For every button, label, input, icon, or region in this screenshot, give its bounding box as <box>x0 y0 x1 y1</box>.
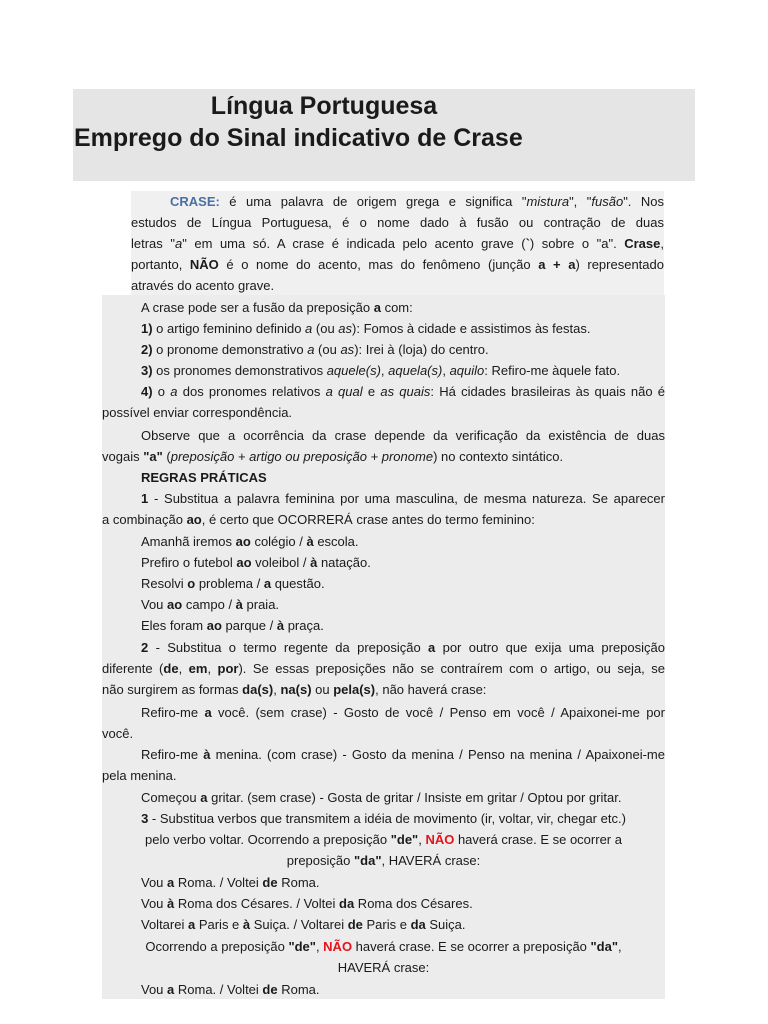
example-line <box>102 914 665 935</box>
example-line <box>102 872 665 893</box>
text: , <box>618 939 622 954</box>
text: a <box>307 342 315 357</box>
intro-line-5: através do acento grave. <box>131 278 275 293</box>
text: campo / <box>182 597 236 612</box>
text: 2) <box>141 342 153 357</box>
list-item <box>102 318 665 339</box>
rules-body <box>102 295 665 999</box>
text: Resolvi <box>141 576 188 591</box>
text: escola. <box>313 534 359 549</box>
text: da <box>410 917 426 932</box>
text: ): Irei à (loja) do centro. <box>354 342 489 357</box>
text: A crase pode ser a fusão da preposição <box>141 300 374 315</box>
text-line <box>102 829 665 850</box>
text: ` <box>525 236 530 251</box>
text: , <box>273 682 281 697</box>
text: Suiça. / Voltarei <box>250 917 348 932</box>
text: natação. <box>317 555 371 570</box>
text: diferente ( <box>102 661 164 676</box>
text: mistura <box>526 194 570 209</box>
text: a <box>538 257 546 272</box>
text: praça. <box>284 618 324 633</box>
list-item <box>102 360 665 381</box>
text: ou <box>311 682 334 697</box>
text: + <box>545 257 569 272</box>
text: à <box>310 555 318 570</box>
text: ) no contexto sintático. <box>433 449 564 464</box>
text: as <box>338 321 353 336</box>
text: à <box>242 917 251 932</box>
text: , HAVERÁ crase: <box>381 853 481 868</box>
text: as <box>340 342 355 357</box>
text: o artigo feminino definido <box>152 321 306 336</box>
text: (ou <box>314 342 341 357</box>
text: na(s) <box>280 682 312 697</box>
text: dos pronomes relativos <box>177 384 326 399</box>
text: Refiro-me <box>141 747 204 762</box>
text: ". Nos <box>623 194 664 209</box>
text: à <box>235 597 243 612</box>
text: a <box>167 982 175 997</box>
text: : Há cidades brasileiras às quais não é <box>430 384 666 399</box>
text: , <box>442 363 450 378</box>
text: da <box>339 896 355 911</box>
text: ). Se essas preposições não se contraírem com o artigo, ou seja, se <box>238 661 665 676</box>
text: Roma. <box>277 875 320 890</box>
example-line <box>102 893 665 914</box>
text: "de" <box>288 939 316 954</box>
text: NÃO <box>425 832 455 847</box>
text: problema / <box>195 576 264 591</box>
text: à <box>306 534 314 549</box>
text: à <box>276 618 285 633</box>
text: Voltarei <box>141 917 188 932</box>
text: e <box>362 384 381 399</box>
text: preposição + artigo ou preposição + pronome <box>170 449 434 464</box>
text: vogais <box>102 449 144 464</box>
text: Vou <box>141 597 168 612</box>
text: gritar. (sem crase) - Gosta de gritar / Insiste em gritar / Optou por gritar. <box>207 790 622 805</box>
text-line <box>102 509 665 530</box>
example-line <box>102 615 665 636</box>
text: "da" <box>353 853 382 868</box>
text: o <box>187 576 196 591</box>
text: Roma. <box>277 982 320 997</box>
text: haverá crase. E se ocorrer a <box>454 832 622 847</box>
text: praia. <box>242 597 280 612</box>
text: , <box>418 832 426 847</box>
text: Vou <box>141 982 168 997</box>
text: 1) <box>141 321 153 336</box>
text: o pronome demonstrativo <box>152 342 308 357</box>
text: - Substitua a palavra feminina por uma masculina, de mesma natureza. Se aparecer <box>148 491 665 506</box>
text: de <box>262 982 278 997</box>
text: de <box>347 917 363 932</box>
text: a <box>305 321 313 336</box>
title-block <box>73 89 695 181</box>
text: a <box>204 705 212 720</box>
text-line <box>102 297 665 318</box>
text: - Substitua o termo regente da preposição <box>148 640 429 655</box>
text-line <box>102 446 665 467</box>
text: de <box>163 661 179 676</box>
text: , <box>207 661 218 676</box>
text: ao <box>167 597 183 612</box>
text: : Refiro-me àquele fato. <box>484 363 621 378</box>
text: 3) <box>141 363 153 378</box>
text: 4) <box>141 384 153 399</box>
text: (ou <box>312 321 339 336</box>
text-line: você. <box>102 726 134 741</box>
text: é uma palavra de origem grega e significa " <box>219 194 527 209</box>
section-heading: REGRAS PRÁTICAS <box>141 470 267 485</box>
text: "da" <box>590 939 619 954</box>
text: , não haverá crase: <box>375 682 487 697</box>
text: "de" <box>390 832 419 847</box>
text: ( <box>162 449 171 464</box>
text: Roma dos Césares. <box>354 896 473 911</box>
intro-line-3 <box>131 233 664 254</box>
text: colégio / <box>250 534 307 549</box>
text: por outro que exija uma preposição <box>435 640 665 655</box>
text-line <box>102 936 665 957</box>
text: parque / <box>221 618 277 633</box>
example-line <box>102 552 665 573</box>
text: aquele(s) <box>326 363 381 378</box>
text: Amanhã iremos <box>141 534 236 549</box>
text: em <box>188 661 208 676</box>
text: é o nome do acento, mas do fenômeno (junção <box>218 257 539 272</box>
text: com: <box>380 300 413 315</box>
text-line <box>102 850 665 871</box>
text-line <box>102 637 665 658</box>
intro-line-2: estudos de Língua Portuguesa, é o nome dado à fusão ou contração de duas <box>131 215 664 230</box>
text: Eles foram <box>141 618 207 633</box>
text-line <box>102 658 665 679</box>
text: aquilo <box>449 363 485 378</box>
text: a combinação <box>102 512 187 527</box>
text: à <box>167 896 175 911</box>
text: a <box>200 790 208 805</box>
text: menina. (com crase) - Gosto da menina / Penso na menina / Apaixonei-me <box>210 747 665 762</box>
text: , <box>178 661 189 676</box>
text: a <box>187 917 196 932</box>
text: a <box>170 384 178 399</box>
text: aquela(s) <box>388 363 443 378</box>
text: o <box>152 384 171 399</box>
text: ): Fomos à cidade e assistimos às festas. <box>352 321 591 336</box>
text: NÃO <box>189 257 219 272</box>
text-line: HAVERÁ crase: <box>337 960 430 975</box>
text: , <box>380 363 389 378</box>
text: de <box>262 875 278 890</box>
text: 1 <box>141 491 149 506</box>
text: Roma. / Voltei <box>174 875 263 890</box>
text: da(s) <box>242 682 274 697</box>
text: letras " <box>131 236 175 251</box>
text: , é certo que OCORRERÁ crase antes do termo feminino: <box>201 512 535 527</box>
text: , <box>660 236 664 251</box>
text: "a" <box>143 449 163 464</box>
example-line <box>102 573 665 594</box>
text: ) representado <box>575 257 664 272</box>
text: Começou <box>141 790 201 805</box>
example-line <box>102 979 665 1000</box>
text: pelo verbo voltar. Ocorrendo a preposição <box>145 832 391 847</box>
text-line <box>102 679 665 700</box>
text-line: Observe que a ocorrência da crase depende da verificação da existência de duas <box>141 428 665 443</box>
text: por <box>217 661 239 676</box>
text: questão. <box>271 576 325 591</box>
text: Suiça. <box>425 917 466 932</box>
text: Crase <box>624 236 661 251</box>
text: a <box>263 576 272 591</box>
text: haverá crase. E se ocorrer a preposição <box>352 939 591 954</box>
text: ", " <box>569 194 592 209</box>
text-line: pela menina. <box>102 768 177 783</box>
text: , <box>315 939 324 954</box>
text: ao <box>236 555 252 570</box>
crase-label: CRASE: <box>170 194 220 209</box>
text: Roma. / Voltei <box>174 982 263 997</box>
text: Roma dos Césares. / Voltei <box>174 896 340 911</box>
text: - Substitua verbos que transmitem a idéia de movimento (ir, voltar, vir, chegar etc.) <box>148 811 626 826</box>
example-line <box>102 744 665 765</box>
text: ao <box>186 512 202 527</box>
text: Vou <box>141 896 168 911</box>
text: não surgirem as formas <box>102 682 243 697</box>
text: 3 <box>141 811 149 826</box>
text: portanto, <box>131 257 190 272</box>
example-line <box>102 702 665 723</box>
text-line <box>102 808 665 829</box>
text: " em uma só. A crase é indicada pelo acento grave ( <box>182 236 526 251</box>
intro-paragraph <box>131 191 664 295</box>
text: Paris e <box>195 917 243 932</box>
text: fusão <box>591 194 624 209</box>
text: à <box>203 747 211 762</box>
text: Prefiro o futebol <box>141 555 237 570</box>
text: os pronomes demonstrativos <box>152 363 327 378</box>
text-line: possível enviar correspondência. <box>102 405 293 420</box>
text: ao <box>235 534 251 549</box>
intro-line-1 <box>131 191 664 212</box>
example-line <box>102 787 665 808</box>
text: a <box>428 640 436 655</box>
text: pela(s) <box>333 682 376 697</box>
list-item <box>102 381 665 402</box>
page-title: Língua Portuguesa <box>210 92 438 120</box>
text: Refiro-me <box>141 705 205 720</box>
text: ao <box>206 618 222 633</box>
list-item <box>102 339 665 360</box>
text: 2 <box>141 640 149 655</box>
text: a <box>568 257 576 272</box>
text: a <box>174 236 183 251</box>
text: Paris e <box>362 917 411 932</box>
example-line <box>102 594 665 615</box>
page-subtitle: Emprego do Sinal indicativo de Crase <box>74 124 523 152</box>
text: a qual <box>325 384 363 399</box>
text: Ocorrendo a preposição <box>145 939 289 954</box>
text: Vou <box>141 875 168 890</box>
intro-line-4 <box>131 254 664 275</box>
text: a <box>167 875 175 890</box>
text: a <box>373 300 381 315</box>
text: ) sobre o "a". <box>529 236 625 251</box>
text: voleibol / <box>251 555 311 570</box>
text: preposição <box>286 853 354 868</box>
example-line <box>102 531 665 552</box>
text: você. (sem crase) - Gosto de você / Penso em você / Apaixonei-me por <box>211 705 665 720</box>
text-line <box>102 488 665 509</box>
text: as quais <box>380 384 431 399</box>
text: NÃO <box>323 939 353 954</box>
